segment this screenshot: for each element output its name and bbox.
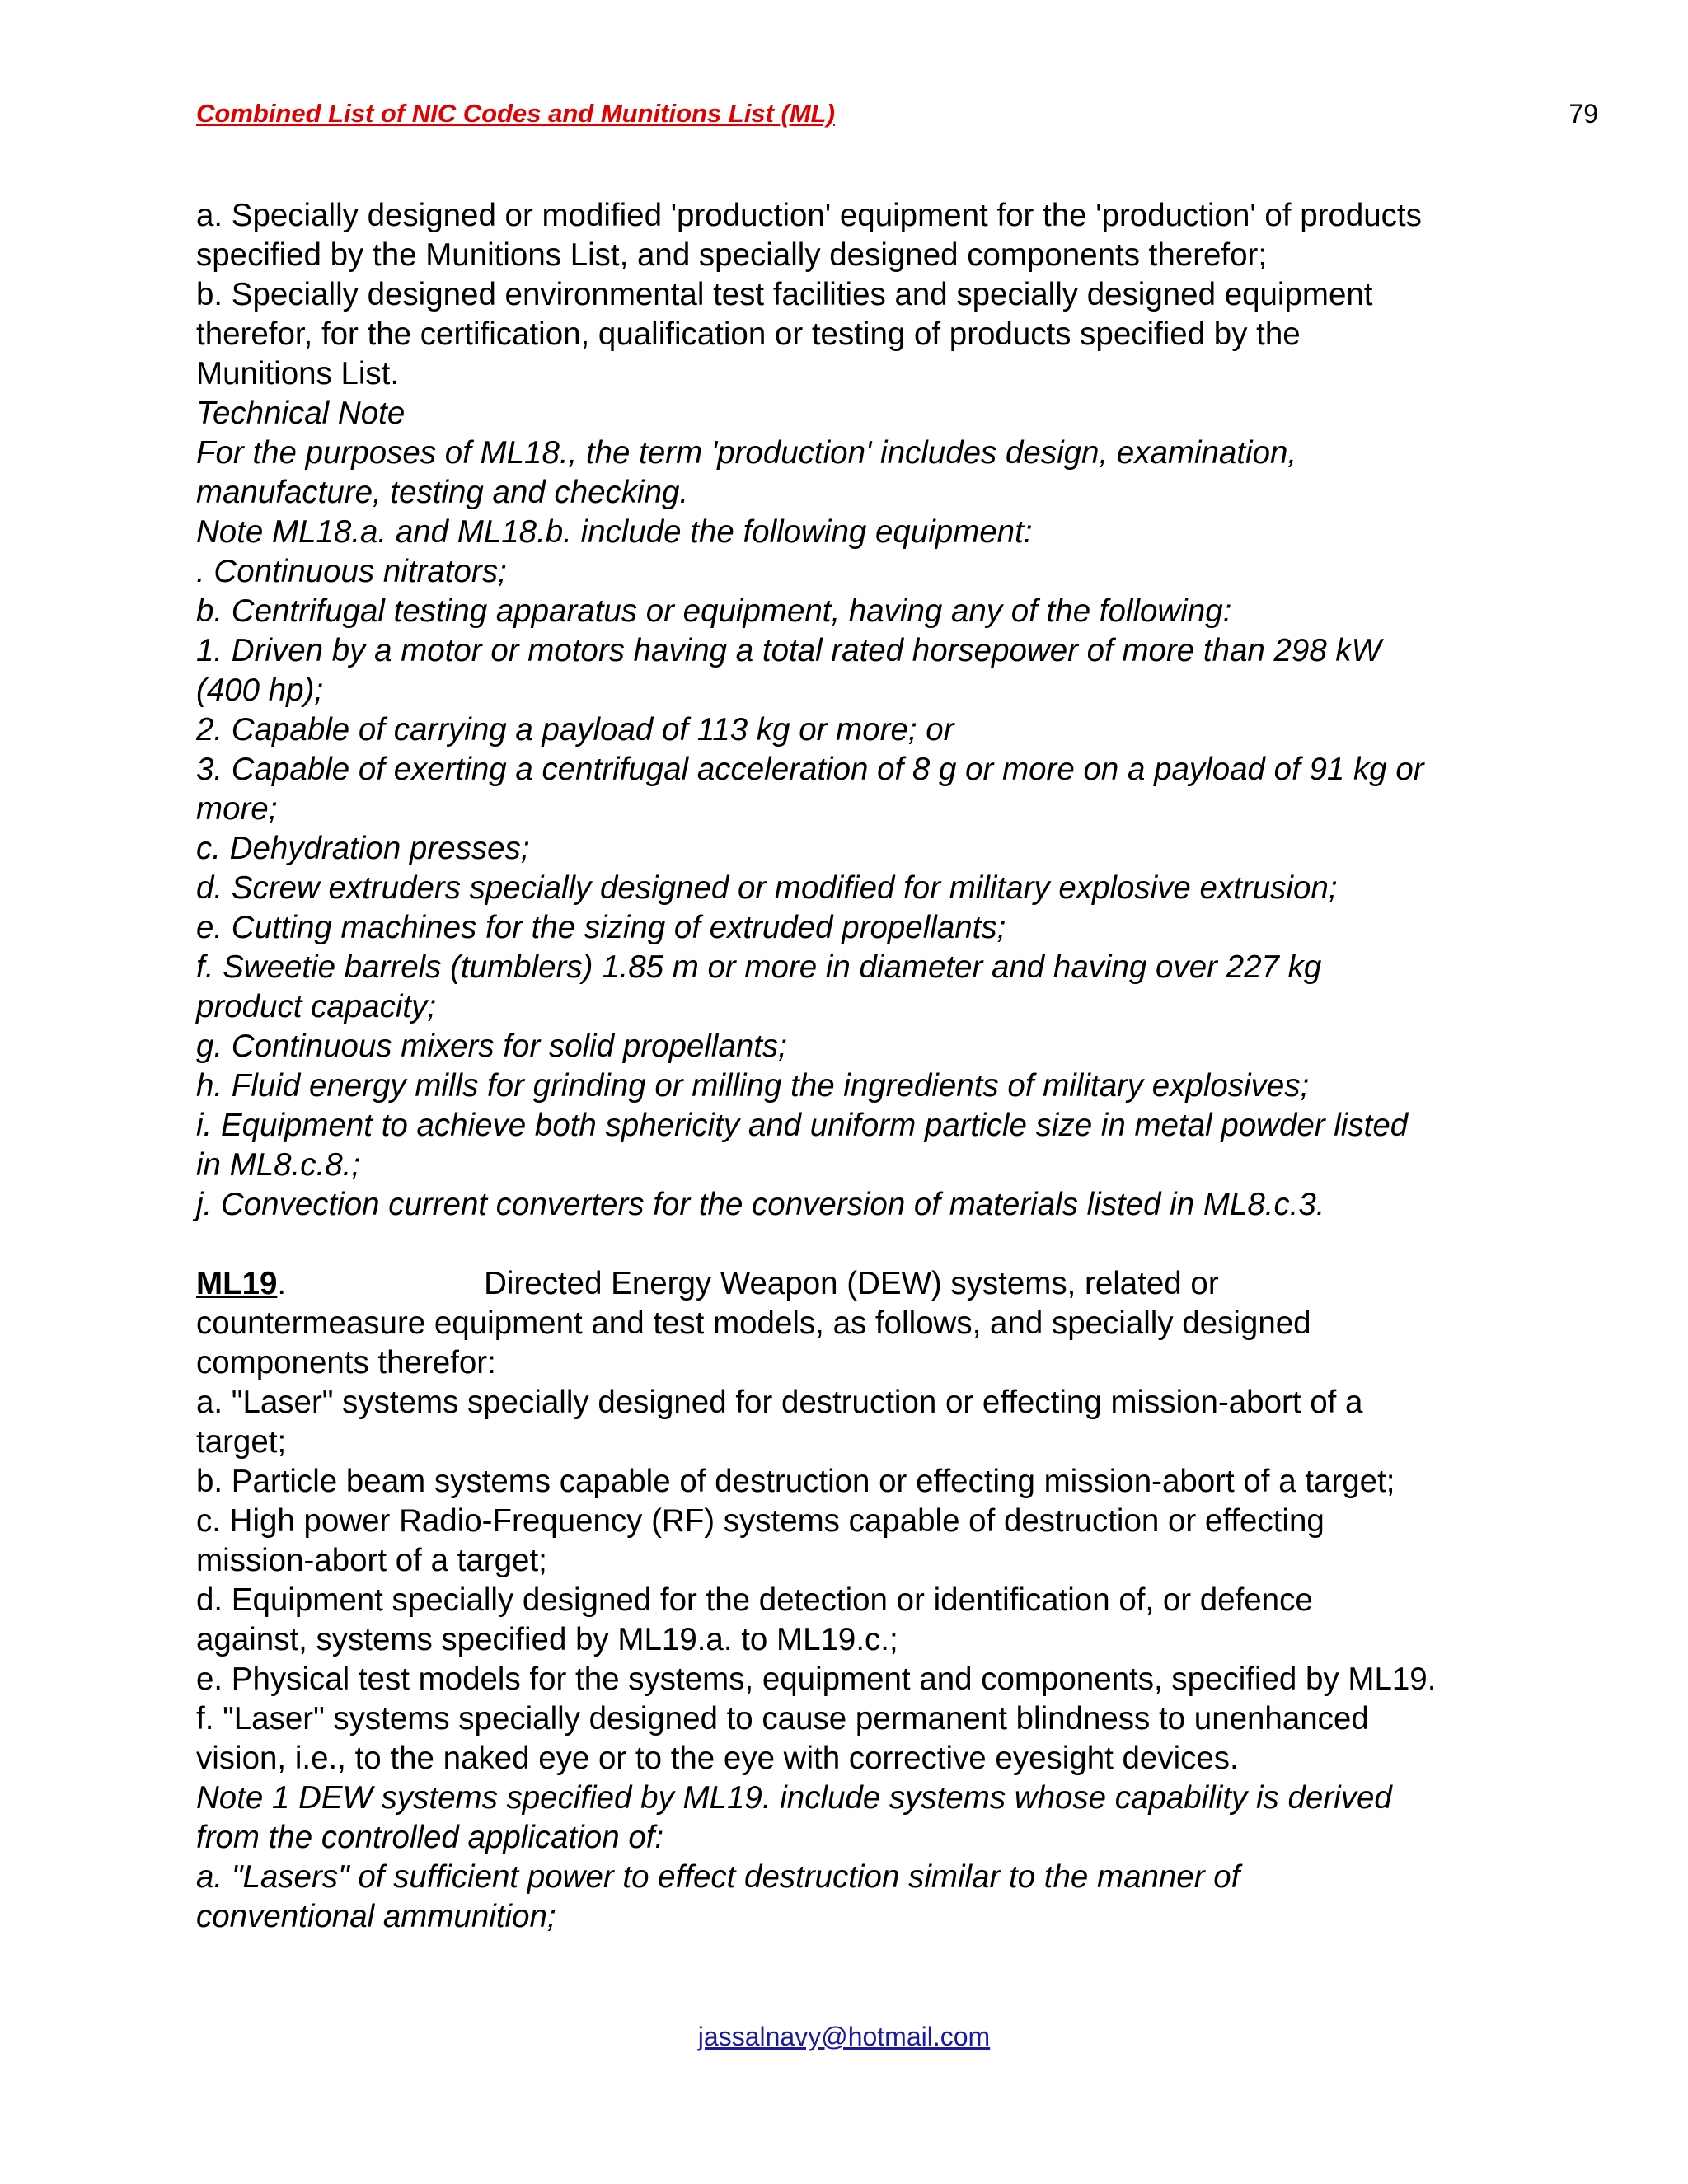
text-line: specified by the Munitions List, and specially designed components therefor; <box>196 237 1268 273</box>
note-line: b. Centrifugal testing apparatus or equipment, having any of the following: <box>196 593 1232 629</box>
ml19-code-period: . <box>277 1266 287 1301</box>
text-line: vision, i.e., to the naked eye or to the eye with corrective eyesight devices. <box>196 1741 1239 1776</box>
page-body <box>196 196 1498 1937</box>
text-line: a. "Laser" systems specially designed for destruction or effecting mission-abort of a <box>196 1385 1363 1420</box>
text-line: e. Physical test models for the systems, equipment and components, specified by ML19. <box>196 1661 1437 1697</box>
note-line: f. Sweetie barrels (tumblers) 1.85 m or more in diameter and having over 227 kg <box>196 949 1322 985</box>
text-line: mission-abort of a target; <box>196 1543 547 1578</box>
note-line: from the controlled application of: <box>196 1820 664 1855</box>
text-line: a. Specially designed or modified 'production' equipment for the 'production' of products <box>196 198 1422 233</box>
note-line: h. Fluid energy mills for grinding or milling the ingredients of military explosives; <box>196 1068 1310 1104</box>
note-line: e. Cutting machines for the sizing of extruded propellants; <box>196 910 1006 945</box>
text-line: d. Equipment specially designed for the detection or identification of, or defence <box>196 1582 1313 1618</box>
technical-note-heading: Technical Note <box>196 396 406 431</box>
note-line: g. Continuous mixers for solid propellants; <box>196 1029 787 1064</box>
text-line: components therefor: <box>196 1345 496 1380</box>
text-line: target; <box>196 1424 287 1460</box>
note-line: j. Convection current converters for the conversion of materials listed in ML8.c.3. <box>196 1187 1325 1222</box>
note-line: Note ML18.a. and ML18.b. include the following equipment: <box>196 514 1033 550</box>
text-line: countermeasure equipment and test models, as follows, and specially designed <box>196 1305 1311 1341</box>
note-line: 1. Driven by a motor or motors having a total rated horsepower of more than 298 kW <box>196 633 1382 668</box>
note-line: 2. Capable of carrying a payload of 113 kg or more; or <box>196 712 954 748</box>
note-line: i. Equipment to achieve both sphericity and uniform particle size in metal powder listed <box>196 1108 1409 1143</box>
paragraph-gap <box>196 1225 1498 1264</box>
document-title: Combined List of NIC Codes and Munitions List (ML) <box>196 99 835 128</box>
note-line: d. Screw extruders specially designed or modified for military explosive extrusion; <box>196 870 1338 906</box>
ml19-code: ML19 <box>196 1266 278 1301</box>
note-line: For the purposes of ML18., the term 'production' includes design, examination, <box>196 435 1297 471</box>
note-line: (400 hp); <box>196 673 324 708</box>
note-line: more; <box>196 791 278 827</box>
footer-email-link[interactable]: jassalnavy@hotmail.com <box>697 2022 991 2051</box>
note-line: c. Dehydration presses; <box>196 831 530 866</box>
note-line: 3. Capable of exerting a centrifugal acceleration of 8 g or more on a payload of 91 kg or <box>196 752 1424 787</box>
text-line: against, systems specified by ML19.a. to ML19.c.; <box>196 1622 898 1657</box>
text-line: b. Particle beam systems capable of destruction or effecting mission-abort of a target; <box>196 1464 1395 1499</box>
note-line: conventional ammunition; <box>196 1899 556 1934</box>
note-line: Note 1 DEW systems specified by ML19. include systems whose capability is derived <box>196 1780 1392 1816</box>
note-line: in ML8.c.8.; <box>196 1147 361 1183</box>
note-line: product capacity; <box>196 989 437 1024</box>
page-number: 79 <box>1568 99 1598 129</box>
text-line: Munitions List. <box>196 356 400 391</box>
text-line: c. High power Radio-Frequency (RF) systems capable of destruction or effecting <box>196 1503 1325 1539</box>
text-line: b. Specially designed environmental test facilities and specially designed equipment <box>196 277 1373 312</box>
note-line: . Continuous nitrators; <box>196 554 507 589</box>
note-line: a. "Lasers" of sufficient power to effect destruction similar to the manner of <box>196 1859 1240 1895</box>
text-line: therefor, for the certification, qualification or testing of products specified by the <box>196 316 1301 352</box>
note-line: manufacture, testing and checking. <box>196 475 689 510</box>
ml19-title: Directed Energy Weapon (DEW) systems, related or <box>484 1266 1219 1301</box>
ml19-heading-line <box>196 1264 1498 1304</box>
text-line: f. "Laser" systems specially designed to cause permanent blindness to unenhanced <box>196 1701 1369 1736</box>
